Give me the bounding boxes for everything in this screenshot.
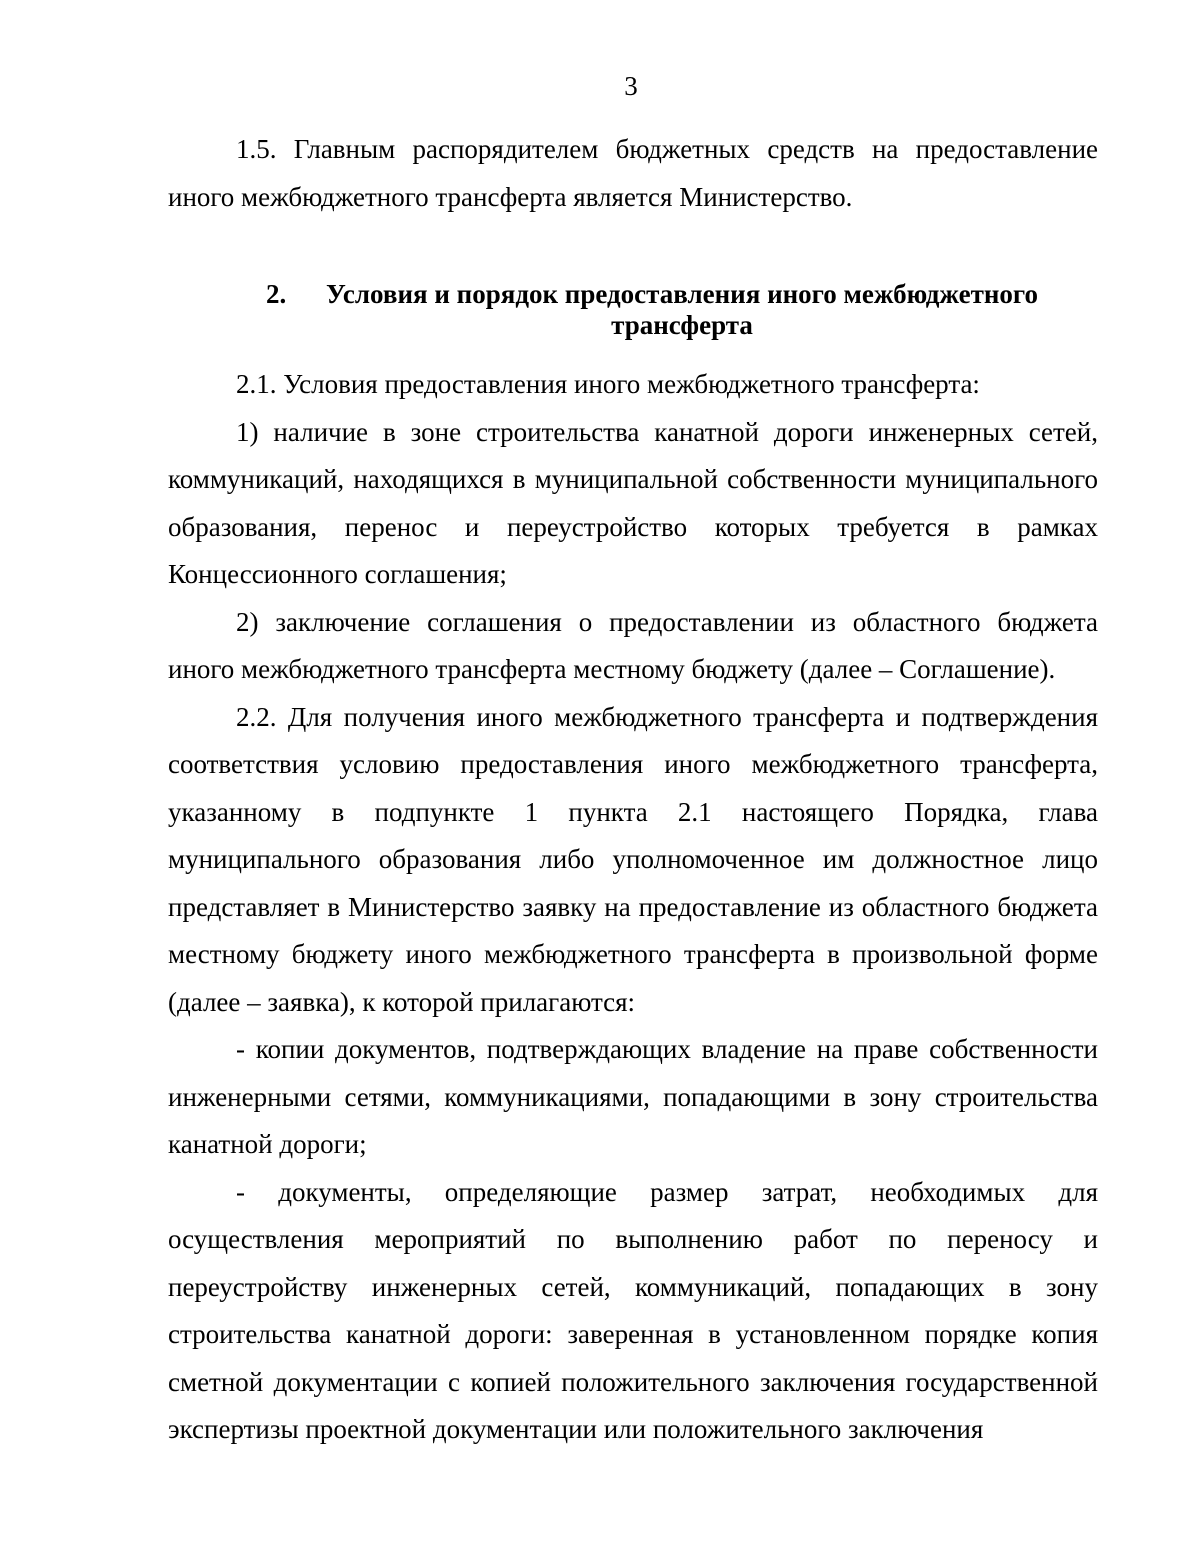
section-2-title-line-1: Условия и порядок предоставления иного межбюджетного xyxy=(326,279,1038,309)
section-2-title-line-2: трансферта xyxy=(611,310,753,340)
list-item-cost-documents: - документы, определяющие размер затрат, необходимых для осуществления мероприятий по выполнению работ по переносу и переустройству инженерных сетей, коммуникаций, попадающих в зону строительства канатной дороги: заверенная в установленном порядке копия сметной документации с копией положительного заключения государственной экспертизы проектной документации или положительного заключения xyxy=(168,1176,1098,1444)
page-number: 3 xyxy=(624,71,638,101)
paragraph-2-1-item-1: 1) наличие в зоне строительства канатной дороги инженерных сетей, коммуникаций, находящихся в муниципальной собственности муниципального образования, перенос и переустройство которых требуется в рамках Концессионного соглашения; xyxy=(168,416,1098,589)
paragraph-2-1-item-2: 2) заключение соглашения о предоставлении из областного бюджета иного межбюджетного трансферта местному бюджету (далее – Соглашение). xyxy=(168,606,1098,684)
paragraph-2-2: 2.2. Для получения иного межбюджетного трансферта и подтверждения соответствия условию предоставления иного межбюджетного трансферта, указанному в подпункте 1 пункта 2.1 настоящего Порядка, глава муниципального образования либо уполномоченное им должностное лицо представляет в Министерство заявку на предоставление из областного бюджета местному бюджету иного межбюджетного трансферта в произвольной форме (далее – заявка), к которой прилагаются: xyxy=(168,701,1098,1017)
paragraph-1-5: 1.5. Главным распорядителем бюджетных средств на предоставление иного межбюджетного трансферта является Министерство. xyxy=(168,134,1098,212)
page-content xyxy=(168,126,1098,1454)
list-item-documents-copies: - копии документов, подтверждающих владение на праве собственности инженерными сетями, коммуникациями, попадающими в зону строительства канатной дороги; xyxy=(168,1034,1098,1159)
section-2-heading xyxy=(168,279,1098,341)
paragraph-2-1: 2.1. Условия предоставления иного межбюджетного трансферта: xyxy=(236,369,980,399)
section-2-number: 2. xyxy=(266,279,287,309)
